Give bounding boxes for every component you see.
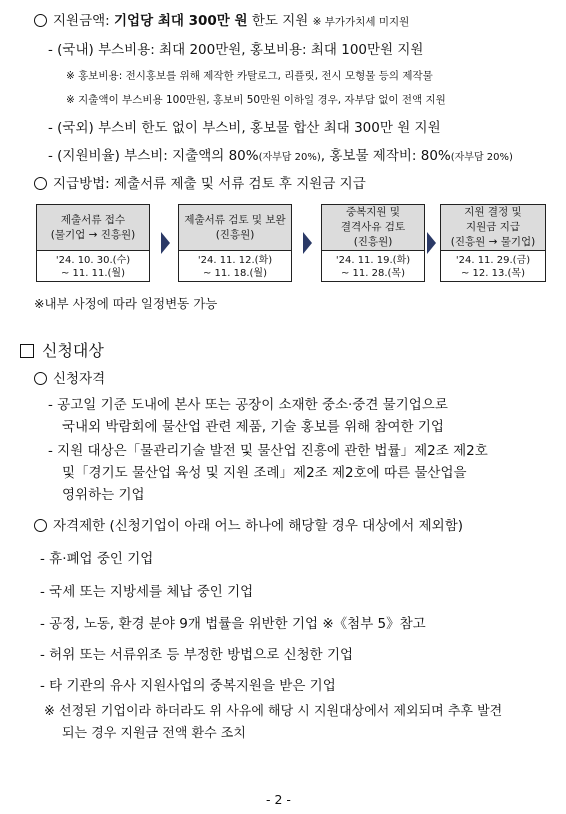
qualification-heading: 신청자격 (34, 367, 105, 387)
flow-step-3: 중복지원 및 결격사유 검토 (진흥원) '24. 11. 19.(화) ~ 11. 28.(목) (321, 204, 425, 282)
flow-step-1: 제출서류 접수 (물기업 → 진흥원) '24. 10. 30.(수) ~ 11. 11.(월) (36, 204, 150, 282)
square-bullet-icon (20, 344, 34, 358)
domestic-line: - (국내) 부스비용: 최대 200만원, 홍보비용: 최대 100만원 지원 (48, 42, 424, 58)
restriction-item: - 휴·폐업 중인 기업 (40, 551, 154, 567)
flow-step-2: 제출서류 검토 및 보완 (진흥원) '24. 11. 12.(화) ~ 11. 18.(월) (178, 204, 292, 282)
circle-bullet-icon (34, 372, 47, 385)
circle-bullet-icon (34, 519, 47, 532)
circle-bullet-icon (34, 177, 47, 190)
qualification-item-1: - 공고일 기준 도내에 본사 또는 공장이 소재한 중소·중견 물기업으로 국내외 박람회에 물산업 관련 제품, 기술 홍보를 위해 참여한 기업 (48, 397, 448, 435)
qualification-item-2: - 지원 대상은「물관리기술 발전 및 물산업 진흥에 관한 법률」제2조 제2호 및「경기도 물산업 육성 및 지원 조례」제2조 제2호에 따른 물산업을 영위하는 기업 (48, 443, 488, 503)
restriction-item: - 허위 또는 서류위조 등 부정한 방법으로 신청한 기업 (40, 647, 354, 663)
support-amount-line: 지원금액: 기업당 최대 300만 원 한도 지원 ※ 부가가치세 미지원 (34, 9, 409, 29)
restriction-heading: 자격제한 (신청기업이 아래 어느 하나에 해당할 경우 대상에서 제외함) (34, 514, 463, 534)
arrow-right-icon (161, 232, 170, 254)
section-title: 신청대상 (20, 338, 104, 361)
overseas-line: - (국외) 부스비 한도 없이 부스비, 홍보물 합산 최대 300만 원 지원 (48, 120, 441, 136)
arrow-right-icon (427, 232, 436, 254)
excess-note: ※ 지출액이 부스비용 100만원, 홍보비 50만원 이하일 경우, 자부담 없이 전액 지원 (66, 94, 446, 106)
circle-bullet-icon (34, 14, 47, 27)
restriction-item: - 타 기관의 유사 지원사업의 중복지원을 받은 기업 (40, 678, 336, 694)
page-number: - 2 - (266, 792, 291, 807)
restriction-item: - 국세 또는 지방세를 체납 중인 기업 (40, 584, 254, 600)
ratio-line: - (지원비율) 부스비: 지출액의 80%(자부담 20%), 홍보물 제작비: 80%(자부담 20%) (48, 148, 513, 164)
flow-step-4: 지원 결정 및 지원금 지급 (진흥원 → 물기업) '24. 11. 29.(금) ~ 12. 13.(목) (440, 204, 546, 282)
flow-note: ※내부 사정에 따라 일정변동 가능 (34, 296, 218, 311)
arrow-right-icon (303, 232, 312, 254)
promo-note: ※ 홍보비용: 전시홍보를 위해 제작한 카탈로그, 리플릿, 전시 모형물 등의 제작물 (66, 70, 433, 82)
process-flow (36, 204, 546, 282)
support-amount-bold: 기업당 최대 300만 원 (114, 13, 248, 29)
restriction-item: - 공정, 노동, 환경 분야 9개 법률을 위반한 기업 ※《첨부 5》참고 (40, 616, 426, 632)
payment-line: 지급방법: 제출서류 제출 및 서류 검토 후 지원금 지급 (34, 172, 366, 192)
final-note: ※ 선정된 기업이라 하더라도 위 사유에 해당 시 지원대상에서 제외되며 추후 발견 되는 경우 지원금 전액 환수 조치 (44, 704, 503, 741)
